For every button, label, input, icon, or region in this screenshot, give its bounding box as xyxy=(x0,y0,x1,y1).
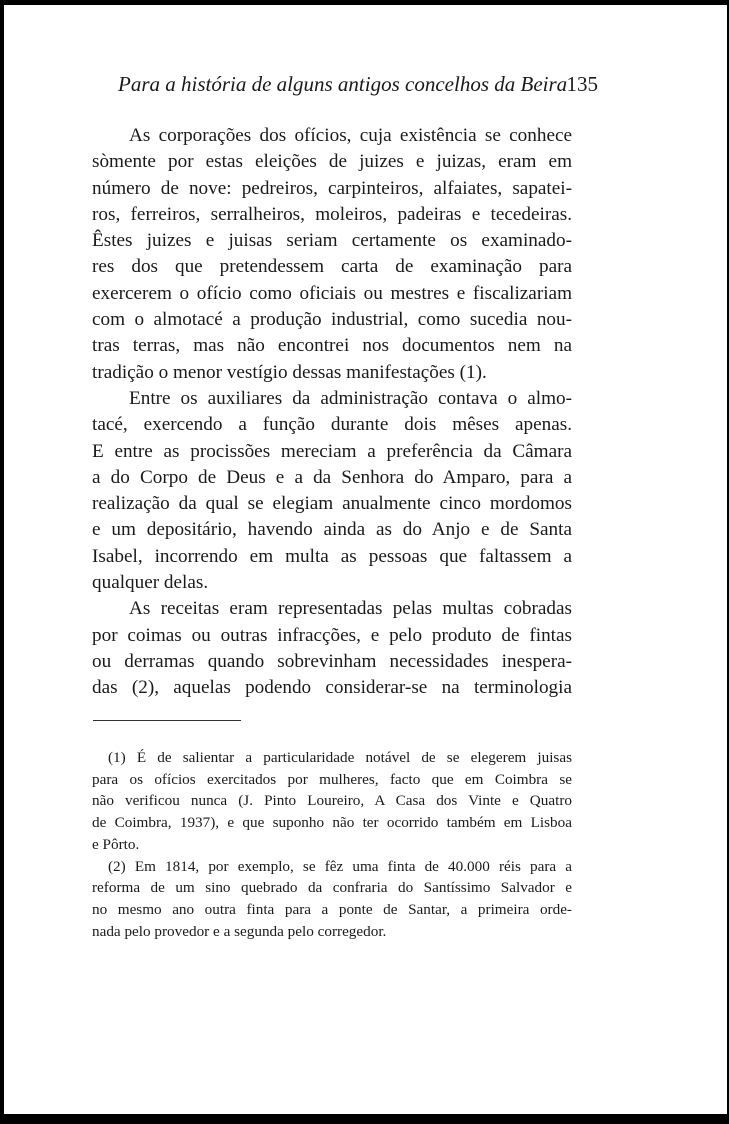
text-line: e um depositário, havendo ainda as do Anjo e de Santa xyxy=(92,519,572,541)
text-line: res dos que pretendessem carta de examinação para xyxy=(92,256,572,278)
footnote-line: e Pôrto. xyxy=(92,835,140,853)
footnote-line: (1) É de salientar a particularidade notável de se elegerem juisas xyxy=(108,749,572,766)
footnote-line: reforma de um sino quebrado da confraria do Santíssimo Salvador e xyxy=(92,879,572,897)
footnote-line: de Coimbra, 1937), e que suponho não ter ocorrido também em Lisboa xyxy=(92,814,572,832)
main-text xyxy=(92,123,572,702)
text-line: a do Corpo de Deus e a da Senhora do Amparo, para a xyxy=(92,466,572,488)
page-number: 135 xyxy=(566,72,598,96)
text-line: tras terras, mas não encontrei nos documentos nem na xyxy=(92,335,572,357)
running-header-title: Para a história de alguns antigos concelhos da Beira xyxy=(118,72,568,96)
footnote-2 xyxy=(92,856,572,943)
text-line: As receitas eram representadas pelas multas cobradas xyxy=(129,598,572,620)
paragraph-1 xyxy=(92,123,572,386)
text-line: ros, ferreiros, serralheiros, moleiros, padeiras e tecedeiras. xyxy=(92,203,572,225)
text-line: número de nove: pedreiros, carpinteiros, alfaiates, sapatei- xyxy=(92,177,572,199)
text-line: Isabel, incorrendo em multa as pessoas que faltassem a xyxy=(92,545,572,567)
text-line: tradição o menor vestígio dessas manifestações (1). xyxy=(92,361,487,383)
footnote-line: (2) Em 1814, por exemplo, se fêz uma finta de 40.000 réis para a xyxy=(108,857,572,875)
text-line: exercerem o ofício como oficiais ou mestres e fiscalizariam xyxy=(92,282,572,304)
footnote-1 xyxy=(92,747,572,856)
text-line: das (2), aquelas podendo considerar-se na terminologia xyxy=(92,677,572,699)
text-line: por coimas ou outras infracções, e pelo produto de fintas xyxy=(92,624,572,646)
text-line: com o almotacé a produção industrial, como sucedia nou- xyxy=(92,309,572,331)
text-line: Entre os auxiliares da administração contava o almo- xyxy=(129,387,572,409)
text-line: ou derramas quando sobrevinham necessidades inespera- xyxy=(92,650,572,672)
paragraph-3 xyxy=(92,596,572,701)
text-line: tacé, exercendo a função durante dois mêses apenas. xyxy=(92,414,572,436)
footnote-line: para os ofícios exercitados por mulheres, facto que em Coimbra se xyxy=(92,770,572,788)
text-line: E entre as procissões mereciam a preferência da Câmara xyxy=(92,440,572,462)
footnote-line: no mesmo ano outra finta para a ponte de Santar, a primeira orde- xyxy=(92,900,572,918)
text-line: sòmente por estas eleições de juizes e juizas, eram em xyxy=(92,151,572,173)
text-line: realização da qual se elegiam anualmente cinco mordomos xyxy=(92,493,572,515)
footnote-line: nada pelo provedor e a segunda pelo corregedor. xyxy=(92,922,387,940)
footnotes xyxy=(92,747,572,942)
paragraph-2 xyxy=(92,386,572,596)
text-line: Êstes juizes e juisas seriam certamente os examinado- xyxy=(92,230,572,252)
footnote-line: não verificou nunca (J. Pinto Loureiro, A Casa dos Vinte e Quatro xyxy=(92,792,572,810)
footnote-separator xyxy=(93,720,241,721)
text-line: qualquer delas. xyxy=(92,572,209,594)
running-header xyxy=(118,72,598,97)
text-line: As corporações dos ofícios, cuja existência se conhece xyxy=(129,125,572,146)
